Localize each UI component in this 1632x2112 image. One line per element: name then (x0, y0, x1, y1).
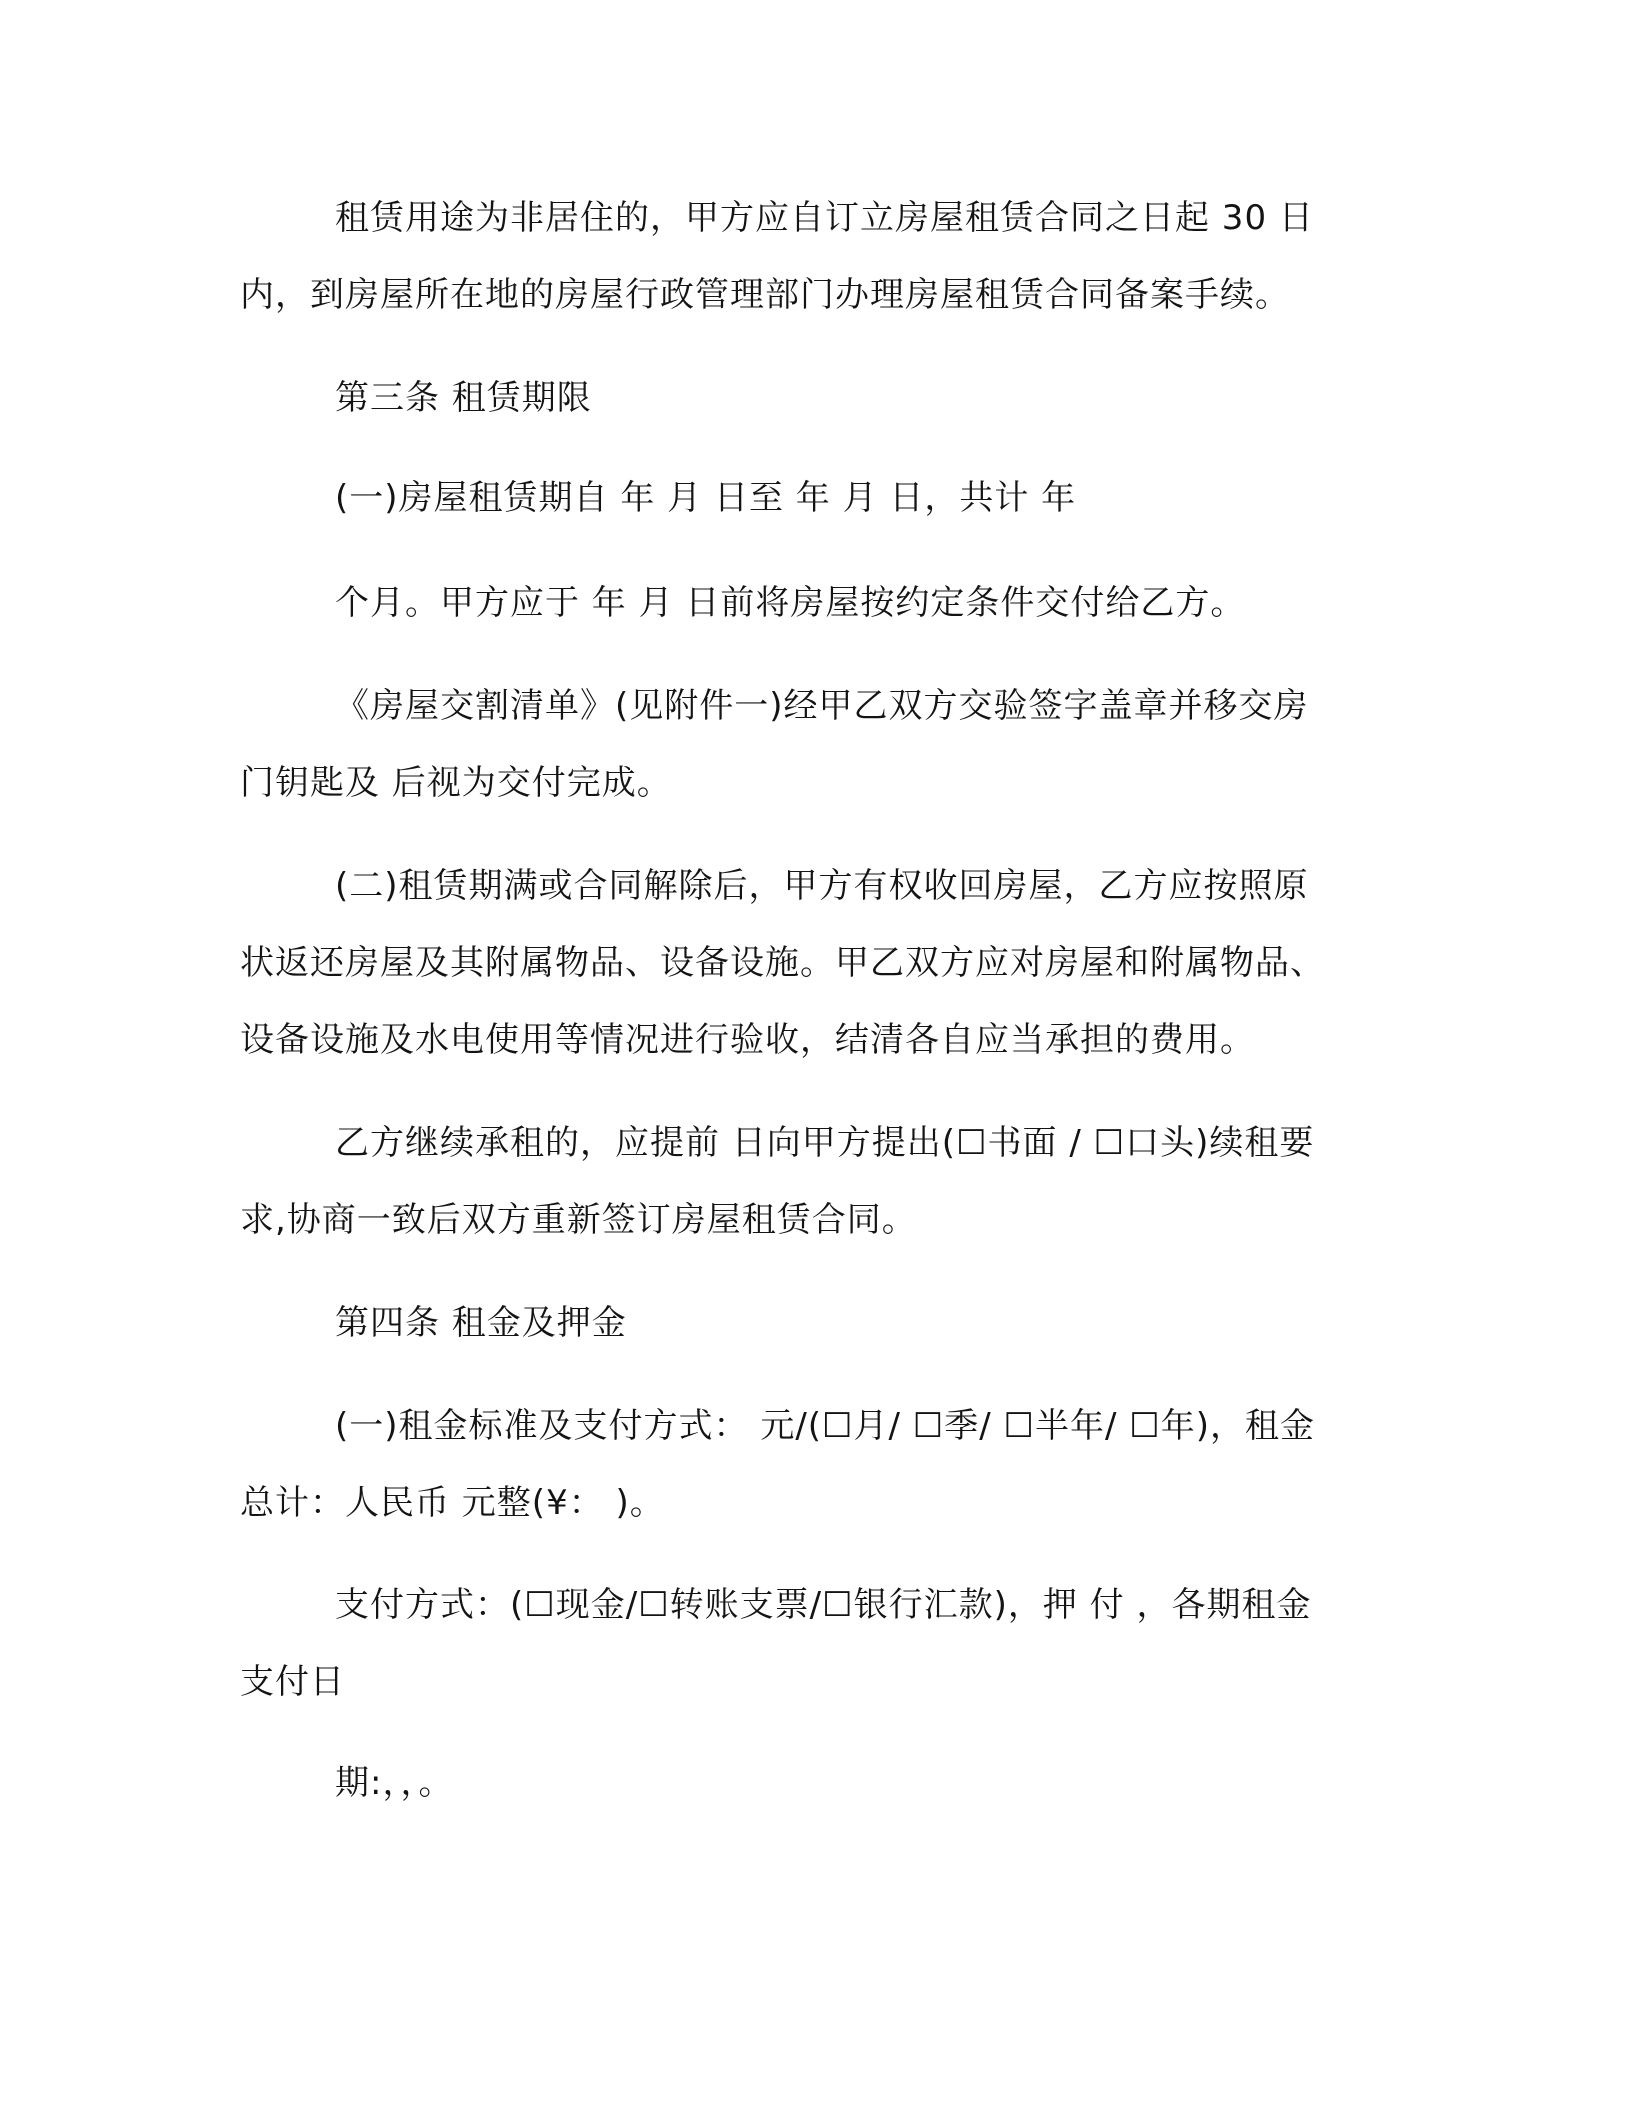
paragraph-lease-expiry (240, 848, 1382, 1079)
paragraph-rent-standard (240, 1388, 1382, 1542)
paragraph-line: 乙方继续承租的，应提前 日向甲方提出(☐书面 / ☐口头)续租要 (335, 1123, 1315, 1163)
paragraph-handover-list (240, 668, 1382, 822)
paragraph-line: 设备设施及水电使用等情况进行验收，结清各自应当承担的费用。 (240, 1020, 1255, 1060)
paragraph-payment-method (240, 1567, 1382, 1721)
paragraph-payment-date (240, 1745, 1382, 1822)
paragraph-line: 支付方式：(☐现金/☐转账支票/☐银行汇款)，押 付 ，各期租金 (335, 1585, 1312, 1625)
paragraph-line: 个月。甲方应于 年 月 日前将房屋按约定条件交付给乙方。 (335, 583, 1246, 623)
paragraph-line: 《房屋交割清单》(见附件一)经甲乙双方交验签字盖章并移交房 (335, 686, 1309, 726)
paragraph-line: 支付日 (240, 1662, 345, 1702)
paragraph-line: (二)租赁期满或合同解除后，甲方有权收回房屋，乙方应按照原 (335, 866, 1309, 906)
paragraph-line: 期:，，。 (335, 1763, 454, 1803)
paragraph-line: 总计：人民币 元整(¥： )。 (240, 1483, 665, 1523)
heading-text: 第四条 租金及押金 (335, 1303, 627, 1343)
paragraph-line: 租赁用途为非居住的，甲方应自订立房屋租赁合同之日起 30 日 (335, 198, 1314, 238)
paragraph-line: 内，到房屋所在地的房屋行政管理部门办理房屋租赁合同备案手续。 (240, 275, 1290, 315)
heading-article-4 (240, 1285, 1382, 1362)
paragraph-delivery-date (240, 565, 1382, 642)
paragraph-line: 状返还房屋及其附属物品、设备设施。甲乙双方应对房屋和附属物品、 (240, 943, 1325, 983)
paragraph-renewal (240, 1105, 1382, 1259)
paragraph-line: (一)租金标准及支付方式： 元/(☐月/ ☐季/ ☐半年/ ☐年)，租金 (335, 1406, 1316, 1446)
heading-text: 第三条 租赁期限 (335, 378, 592, 418)
heading-article-3 (240, 360, 1382, 437)
paragraph-line: (一)房屋租赁期自 年 月 日至 年 月 日，共计 年 (335, 478, 1077, 518)
paragraph-filing-requirement (240, 180, 1382, 334)
paragraph-lease-term (240, 460, 1382, 537)
paragraph-line: 求,协商一致后双方重新签订房屋租赁合同。 (240, 1200, 917, 1240)
paragraph-line: 门钥匙及 后视为交付完成。 (240, 763, 672, 803)
